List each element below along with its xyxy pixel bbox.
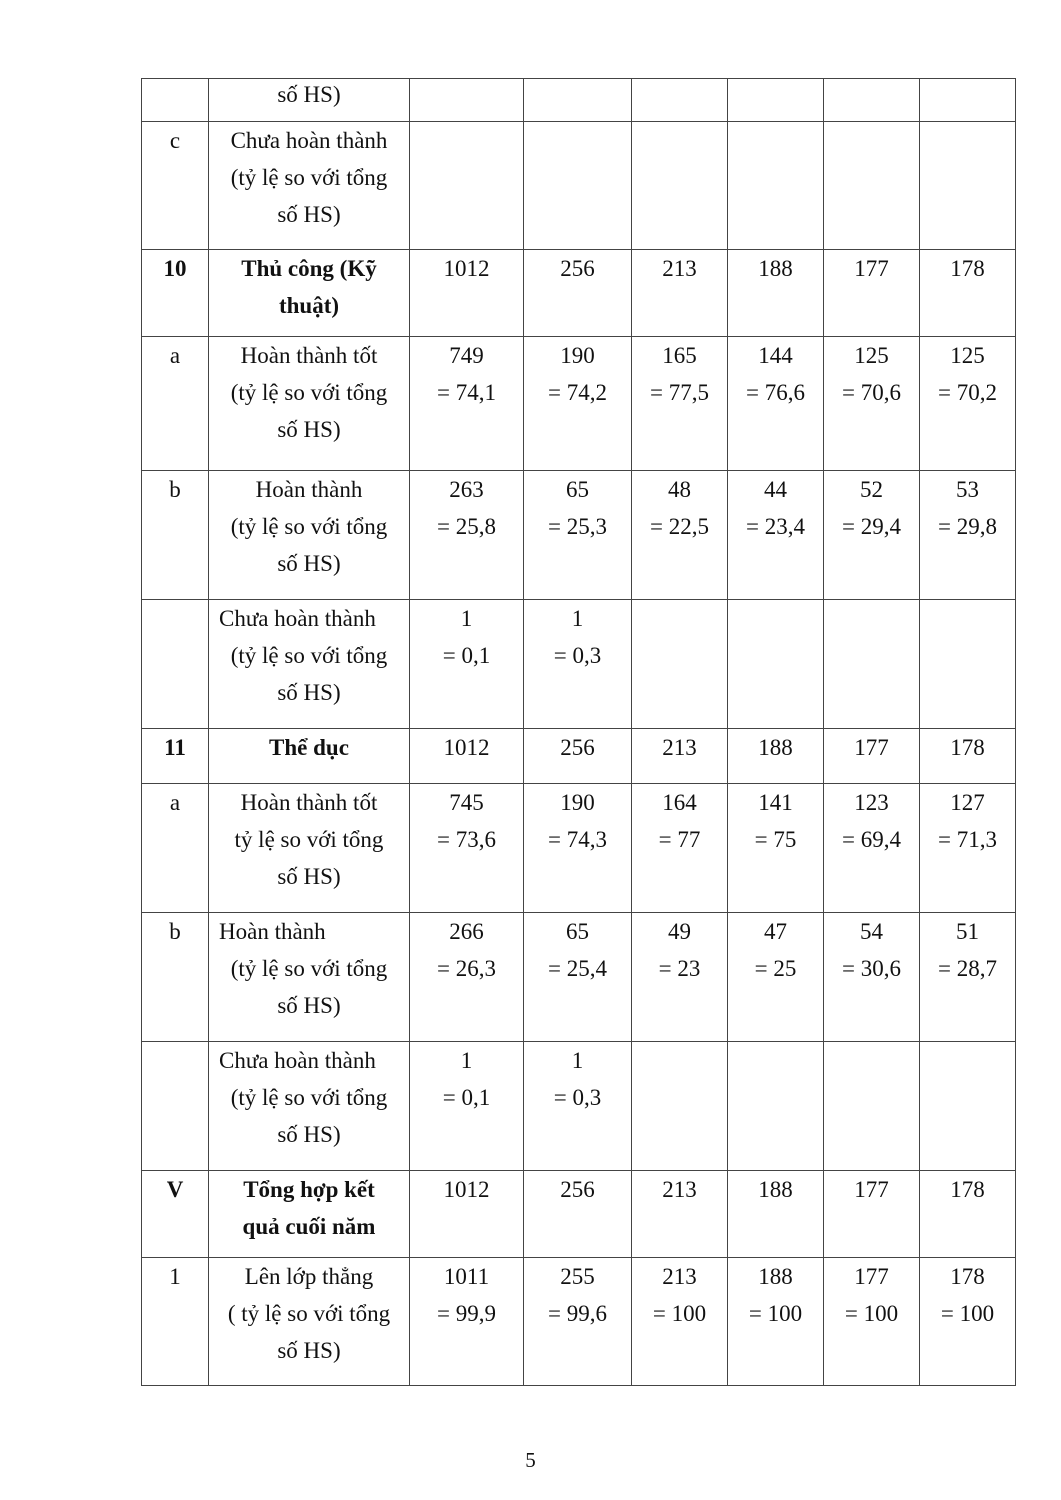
table-cell <box>632 600 728 729</box>
table-row <box>142 471 1016 600</box>
table-cell: 51 = 28,7 <box>920 913 1016 1042</box>
table-cell: 123 = 69,4 <box>824 784 920 913</box>
table-cell: 190 = 74,2 <box>524 337 632 471</box>
table-row <box>142 79 1016 122</box>
table-cell: 54 = 30,6 <box>824 913 920 1042</box>
table-cell: 48 = 22,5 <box>632 471 728 600</box>
table-cell <box>524 122 632 250</box>
table-cell: 127 = 71,3 <box>920 784 1016 913</box>
page-number: 5 <box>525 1448 536 1472</box>
table-row <box>142 913 1016 1042</box>
row-label: Hoàn thành (tỷ lệ so với tổng số HS) <box>209 471 410 600</box>
row-stt <box>142 79 209 122</box>
row-stt: a <box>142 337 209 471</box>
table-cell: 266 = 26,3 <box>410 913 524 1042</box>
table-row <box>142 122 1016 250</box>
table-cell: 188 = 100 <box>728 1258 824 1386</box>
table-cell: 745 = 73,6 <box>410 784 524 913</box>
table-row <box>142 1042 1016 1171</box>
row-stt: V <box>142 1171 209 1258</box>
row-label: số HS) <box>209 79 410 122</box>
table-cell: 177 <box>824 1171 920 1258</box>
table-cell <box>410 79 524 122</box>
results-table <box>141 78 1016 1386</box>
table-cell <box>632 1042 728 1171</box>
row-stt: b <box>142 471 209 600</box>
row-stt: b <box>142 913 209 1042</box>
table-cell: 178 <box>920 729 1016 784</box>
table-cell: 165 = 77,5 <box>632 337 728 471</box>
table-cell: 256 <box>524 250 632 337</box>
table-cell: 178 <box>920 250 1016 337</box>
table-cell: 177 <box>824 729 920 784</box>
table-row <box>142 784 1016 913</box>
table-cell: 1 = 0,3 <box>524 600 632 729</box>
table-cell <box>632 79 728 122</box>
table-cell: 255 = 99,6 <box>524 1258 632 1386</box>
row-label: Hoàn thành tốt tỷ lệ so với tổng số HS) <box>209 784 410 913</box>
table-cell: 256 <box>524 1171 632 1258</box>
table-cell: 178 = 100 <box>920 1258 1016 1386</box>
table-cell <box>920 79 1016 122</box>
table-cell: 141 = 75 <box>728 784 824 913</box>
table-cell: 213 <box>632 250 728 337</box>
row-label: Thể dục <box>209 729 410 784</box>
table-cell: 65 = 25,4 <box>524 913 632 1042</box>
table-cell: 1012 <box>410 250 524 337</box>
table-cell: 52 = 29,4 <box>824 471 920 600</box>
table-cell <box>410 122 524 250</box>
table-row <box>142 1171 1016 1258</box>
table-cell: 1 = 0,1 <box>410 600 524 729</box>
table-cell: 47 = 25 <box>728 913 824 1042</box>
row-label: Lên lớp thẳng ( tỷ lệ so với tổng số HS) <box>209 1258 410 1386</box>
table-cell: 1 = 0,1 <box>410 1042 524 1171</box>
table-cell: 49 = 23 <box>632 913 728 1042</box>
table-row <box>142 729 1016 784</box>
table-cell: 749 = 74,1 <box>410 337 524 471</box>
table-cell <box>824 79 920 122</box>
table-cell <box>728 600 824 729</box>
table-cell: 213 <box>632 729 728 784</box>
table-cell <box>728 1042 824 1171</box>
row-stt <box>142 1042 209 1171</box>
table-cell <box>524 79 632 122</box>
row-label: Tổng hợp kết quả cuối năm <box>209 1171 410 1258</box>
table-cell <box>728 122 824 250</box>
row-stt <box>142 600 209 729</box>
table-cell <box>632 122 728 250</box>
table-cell: 178 <box>920 1171 1016 1258</box>
table-cell: 164 = 77 <box>632 784 728 913</box>
table-cell: 177 <box>824 250 920 337</box>
table-row <box>142 1258 1016 1386</box>
table-cell: 125 = 70,6 <box>824 337 920 471</box>
table-cell <box>824 1042 920 1171</box>
table-cell <box>920 122 1016 250</box>
table-row <box>142 250 1016 337</box>
table-cell: 256 <box>524 729 632 784</box>
table-row <box>142 600 1016 729</box>
table-cell <box>824 600 920 729</box>
row-label: Thủ công (Kỹ thuật) <box>209 250 410 337</box>
row-label: Chưa hoàn thành (tỷ lệ so với tổng số HS) <box>209 122 410 250</box>
table-cell <box>920 1042 1016 1171</box>
table-cell: 44 = 23,4 <box>728 471 824 600</box>
table-cell: 125 = 70,2 <box>920 337 1016 471</box>
row-label: Chưa hoàn thành (tỷ lệ so với tổng số HS) <box>209 600 410 729</box>
table-cell: 1012 <box>410 729 524 784</box>
table-cell: 190 = 74,3 <box>524 784 632 913</box>
table-cell <box>920 600 1016 729</box>
row-stt: c <box>142 122 209 250</box>
table-cell: 65 = 25,3 <box>524 471 632 600</box>
table-cell: 213 = 100 <box>632 1258 728 1386</box>
table-cell: 213 <box>632 1171 728 1258</box>
table-cell: 263 = 25,8 <box>410 471 524 600</box>
row-label: Hoàn thành (tỷ lệ so với tổng số HS) <box>209 913 410 1042</box>
table-cell: 1012 <box>410 1171 524 1258</box>
table-cell: 144 = 76,6 <box>728 337 824 471</box>
table-cell: 188 <box>728 250 824 337</box>
table-cell: 1011 = 99,9 <box>410 1258 524 1386</box>
table-cell: 1 = 0,3 <box>524 1042 632 1171</box>
row-stt: 1 <box>142 1258 209 1386</box>
row-label: Hoàn thành tốt (tỷ lệ so với tổng số HS) <box>209 337 410 471</box>
row-stt: a <box>142 784 209 913</box>
table-cell: 188 <box>728 1171 824 1258</box>
table-cell <box>728 79 824 122</box>
row-label: Chưa hoàn thành (tỷ lệ so với tổng số HS) <box>209 1042 410 1171</box>
table-row <box>142 337 1016 471</box>
table-cell <box>824 122 920 250</box>
table-cell: 53 = 29,8 <box>920 471 1016 600</box>
table-cell: 177 = 100 <box>824 1258 920 1386</box>
table-cell: 188 <box>728 729 824 784</box>
row-stt: 10 <box>142 250 209 337</box>
row-stt: 11 <box>142 729 209 784</box>
